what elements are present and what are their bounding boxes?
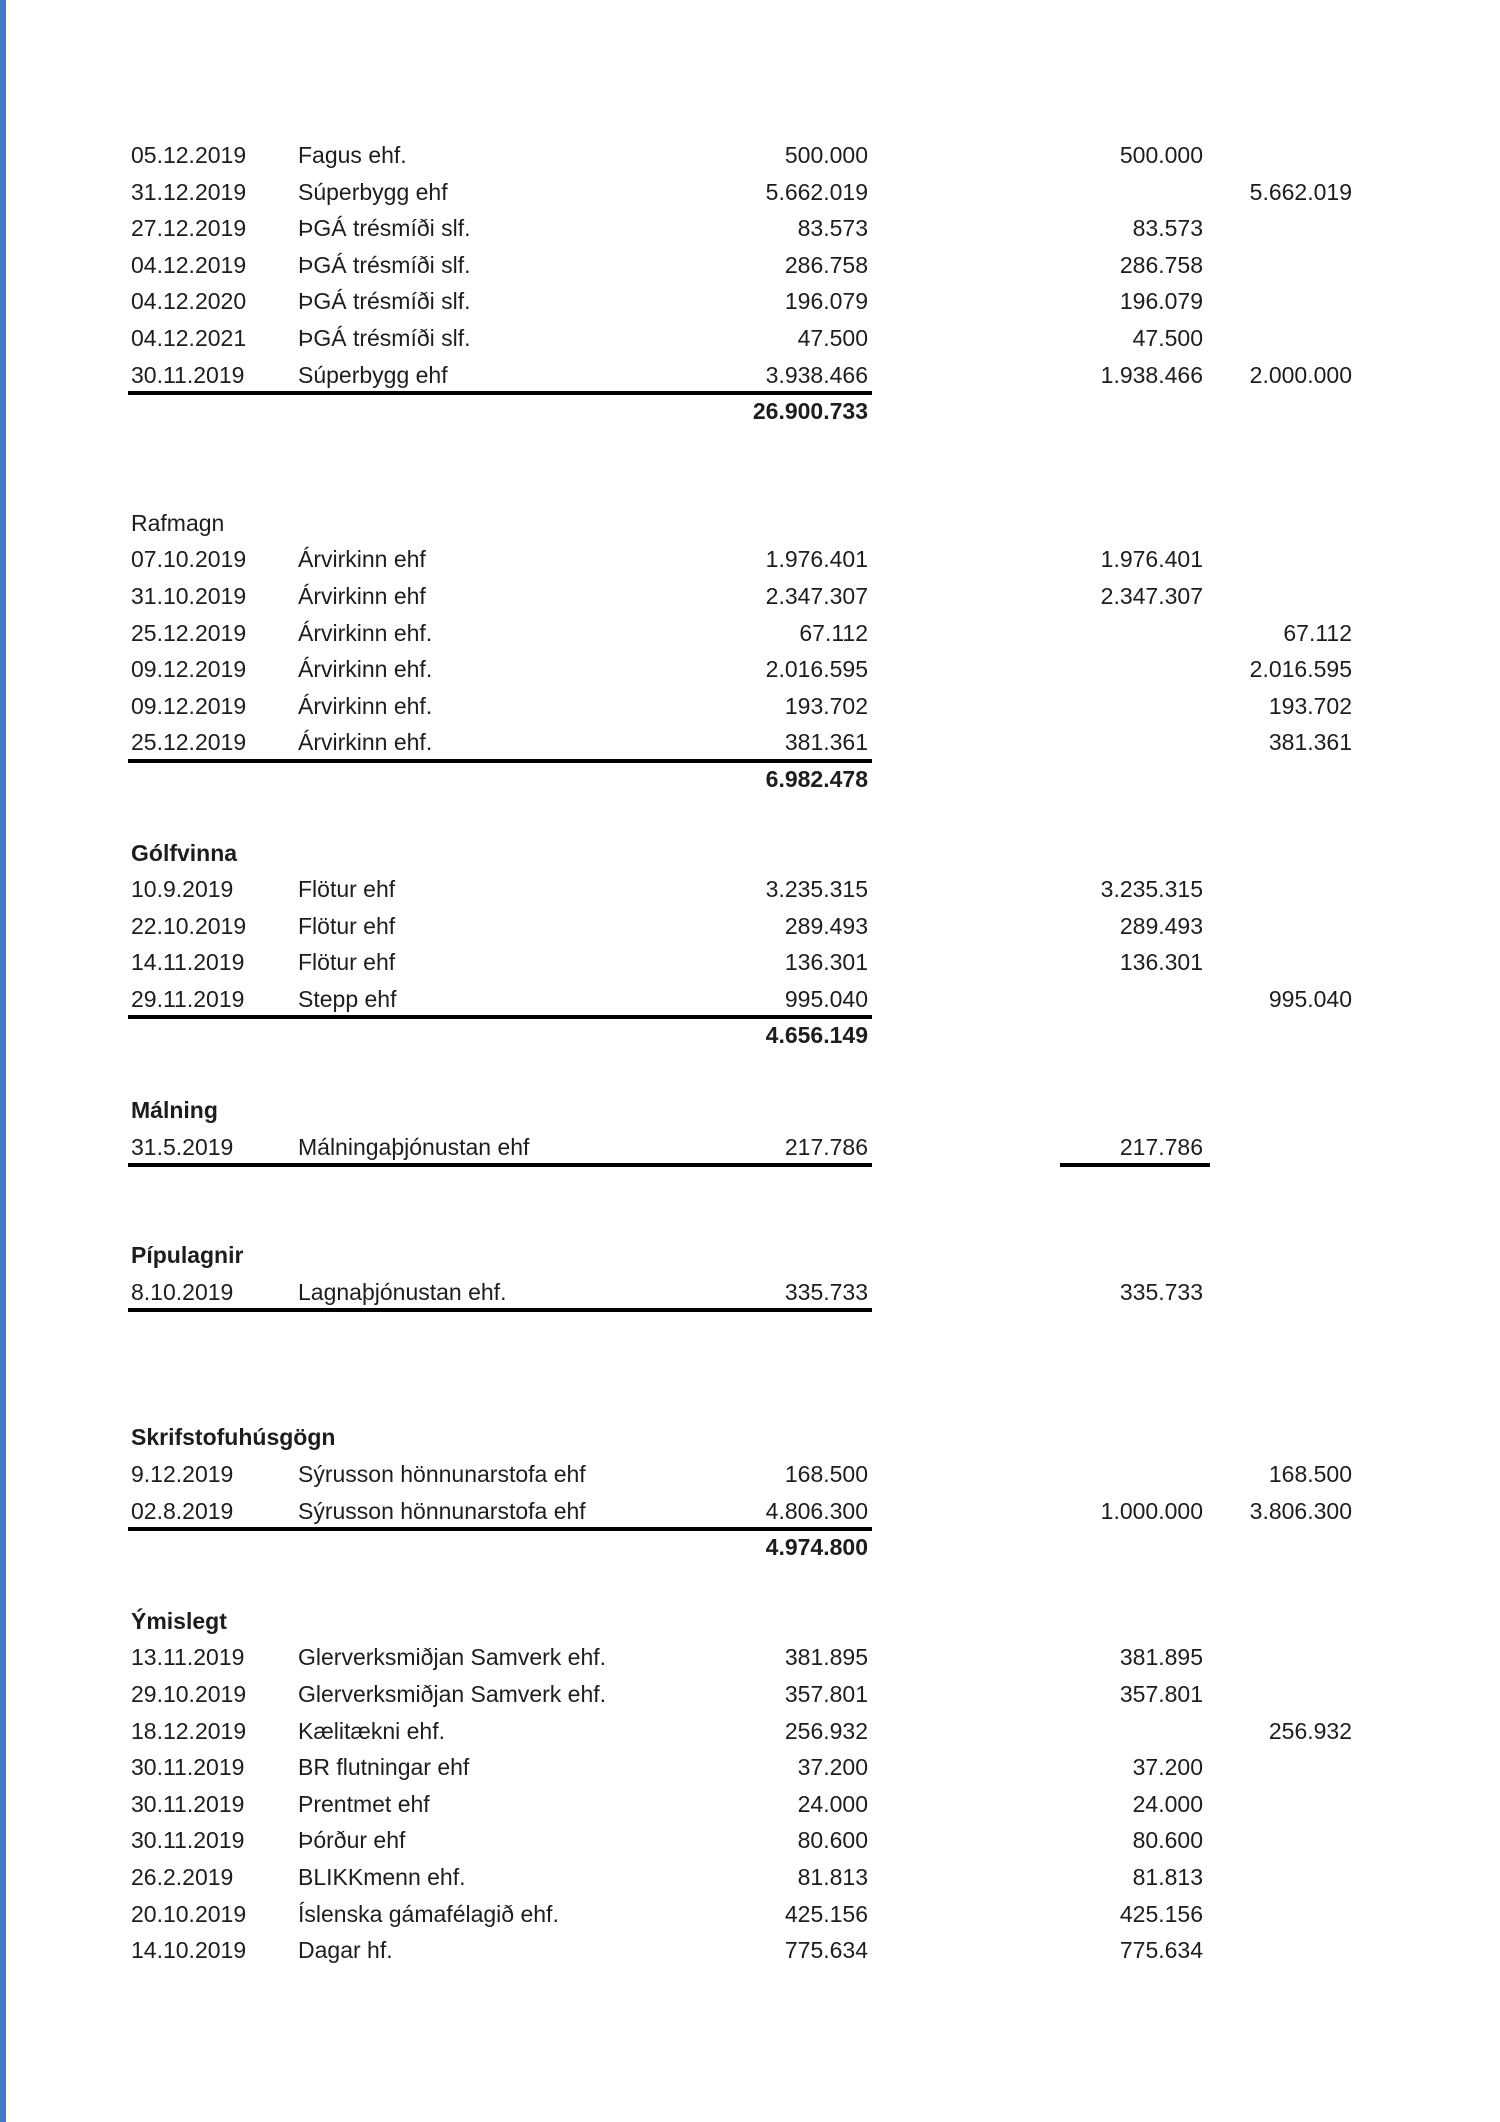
amount-cell: 47.500 — [797, 324, 868, 351]
amount-col2-cell: 196.079 — [1119, 288, 1203, 315]
vendor-cell: Árvirkinn ehf — [298, 582, 426, 609]
amount-col2-cell: 81.813 — [1132, 1863, 1203, 1890]
table-row — [0, 1749, 1500, 1786]
amount-cell: 67.112 — [799, 619, 868, 646]
amount-cell: 286.758 — [784, 251, 868, 278]
vendor-cell: Prentmet ehf — [298, 1790, 430, 1817]
table-row — [0, 283, 1500, 320]
amount-cell: 3.938.466 — [765, 361, 868, 388]
amount-cell: 83.573 — [797, 215, 868, 242]
amount-cell: 217.786 — [784, 1133, 868, 1160]
table-row — [0, 1786, 1500, 1823]
table-row — [0, 320, 1500, 357]
table-row — [0, 651, 1500, 688]
vendor-cell: Kælitækni ehf. — [298, 1717, 446, 1744]
date-cell: 8.10.2019 — [131, 1278, 234, 1305]
amount-col3-cell — [1130, 944, 1352, 981]
amount-col3-cell — [1130, 247, 1352, 284]
vendor-cell: Lagnaþjónustan ehf. — [298, 1278, 507, 1305]
total-row — [0, 1529, 1500, 1566]
amount-col2-cell: 24.000 — [1132, 1790, 1203, 1817]
total-row — [0, 393, 1500, 430]
amount-cell: 357.801 — [784, 1681, 868, 1707]
vendor-cell: Árvirkinn ehf — [298, 546, 426, 573]
amount-cell: 335.733 — [784, 1278, 868, 1305]
date-cell: 30.11.2019 — [131, 1827, 245, 1854]
date-cell: 30.11.2019 — [131, 1754, 245, 1781]
table-row — [0, 688, 1500, 725]
amount-cell: 500.000 — [784, 142, 868, 168]
amount-col3-cell — [1130, 1896, 1352, 1933]
table-row — [0, 1129, 1500, 1166]
amount-cell: 81.813 — [797, 1863, 868, 1890]
date-cell: 25.12.2019 — [131, 729, 247, 756]
date-cell: 29.11.2019 — [131, 985, 245, 1012]
amount-col2-cell: 47.500 — [1132, 324, 1203, 351]
amount-col2-cell: 1.000.000 — [1100, 1497, 1203, 1524]
table-row — [0, 174, 1500, 211]
vendor-cell: Sýrusson hönnunarstofa ehf — [298, 1461, 586, 1488]
section-title: Pípulagnir — [131, 1242, 244, 1269]
date-cell: 9.12.2019 — [131, 1461, 234, 1488]
amount-cell: 80.600 — [797, 1827, 868, 1854]
amount-cell: 381.895 — [784, 1644, 868, 1671]
total-row — [0, 761, 1500, 798]
vendor-cell: ÞGÁ trésmíði slf. — [298, 215, 471, 242]
vendor-cell: Fagus ehf. — [298, 142, 407, 168]
amount-col3-cell — [1130, 1786, 1352, 1823]
amount-col3-cell — [1130, 1822, 1352, 1859]
amount-col3-cell — [1130, 908, 1352, 945]
amount-cell: 136.301 — [784, 949, 868, 976]
amount-col2-cell: 136.301 — [1119, 949, 1203, 976]
date-cell: 04.12.2021 — [131, 324, 247, 351]
amount-cell: 193.702 — [784, 692, 868, 719]
ledger-section — [0, 835, 1500, 1055]
date-cell: 31.10.2019 — [131, 582, 247, 609]
amount-col3-cell — [1130, 578, 1352, 615]
table-row — [0, 210, 1500, 247]
date-cell: 26.2.2019 — [131, 1863, 234, 1890]
amount-col3-cell — [1130, 137, 1352, 174]
table-row — [0, 1713, 1500, 1750]
amount-col3-cell — [1130, 210, 1352, 247]
amount-col3-cell — [1130, 1129, 1352, 1166]
amount-col2-cell: 217.786 — [1119, 1133, 1203, 1160]
date-cell: 20.10.2019 — [131, 1900, 247, 1927]
amount-col3-cell — [1130, 1859, 1352, 1896]
amount-col3-cell: 168.500 — [1268, 1461, 1352, 1488]
amount-col2-cell: 335.733 — [1119, 1278, 1203, 1305]
amount-cell: 2.016.595 — [765, 656, 868, 683]
section-title: Skrifstofuhúsgögn — [131, 1424, 336, 1451]
amount-col3-cell: 995.040 — [1268, 985, 1352, 1012]
ledger-section — [0, 1419, 1500, 1565]
amount-cell: 4.806.300 — [765, 1497, 868, 1524]
amount-col3-cell: 2.000.000 — [1249, 361, 1352, 388]
table-row — [0, 1493, 1500, 1530]
amount-cell: 168.500 — [784, 1461, 868, 1488]
amount-col2-cell: 500.000 — [1119, 142, 1203, 168]
amount-col3-cell — [1130, 1274, 1352, 1311]
table-row — [0, 1676, 1500, 1713]
amount-col3-cell — [1130, 1932, 1352, 1969]
vendor-cell: ÞGÁ trésmíði slf. — [298, 288, 471, 315]
amount-col2-cell: 357.801 — [1119, 1681, 1203, 1707]
section-total: 4.656.149 — [765, 1022, 868, 1049]
table-row — [0, 137, 1500, 174]
table-row — [0, 724, 1500, 761]
amount-cell: 289.493 — [784, 912, 868, 939]
amount-col3-cell — [1130, 320, 1352, 357]
vendor-cell: ÞGÁ trésmíði slf. — [298, 324, 471, 351]
vendor-cell: Dagar hf. — [298, 1937, 393, 1964]
amount-cell: 196.079 — [784, 288, 868, 315]
vendor-cell: BLIKKmenn ehf. — [298, 1863, 466, 1890]
vendor-cell: Árvirkinn ehf. — [298, 656, 433, 683]
section-total: 6.982.478 — [765, 765, 868, 792]
amount-col2-cell: 775.634 — [1119, 1937, 1203, 1964]
col2-sum-rule — [1060, 1163, 1210, 1167]
date-cell: 27.12.2019 — [131, 215, 247, 242]
date-cell: 09.12.2019 — [131, 692, 247, 719]
amount-cell: 775.634 — [784, 1937, 868, 1964]
amount-col2-cell: 3.235.315 — [1100, 876, 1203, 903]
table-row — [0, 578, 1500, 615]
amount-cell: 381.361 — [784, 729, 868, 756]
amount-col2-cell: 37.200 — [1132, 1754, 1203, 1781]
amount-col3-cell — [1130, 541, 1352, 578]
amount-col3-cell: 256.932 — [1268, 1717, 1352, 1744]
table-row — [0, 1639, 1500, 1676]
date-cell: 14.11.2019 — [131, 949, 245, 976]
date-cell: 09.12.2019 — [131, 656, 247, 683]
amount-col3-cell: 193.702 — [1268, 692, 1352, 719]
section-title: Rafmagn — [131, 509, 225, 536]
date-cell: 05.12.2019 — [131, 142, 247, 168]
ledger-section — [0, 137, 1500, 430]
amount-col3-cell — [1130, 1676, 1352, 1713]
amount-cell: 5.662.019 — [765, 178, 868, 205]
vendor-cell: Þórður ehf — [298, 1827, 406, 1854]
vendor-cell: ÞGÁ trésmíði slf. — [298, 251, 471, 278]
table-row — [0, 615, 1500, 652]
ledger-section — [0, 1603, 1500, 1969]
date-cell: 18.12.2019 — [131, 1717, 247, 1744]
date-cell: 30.11.2019 — [131, 361, 245, 388]
date-cell: 31.12.2019 — [131, 178, 247, 205]
amount-col3-cell — [1130, 871, 1352, 908]
table-row — [0, 1456, 1500, 1493]
amount-col3-cell: 381.361 — [1268, 729, 1352, 756]
table-row — [0, 1274, 1500, 1311]
amount-col3-cell: 3.806.300 — [1249, 1497, 1352, 1524]
ledger-section — [0, 1092, 1500, 1165]
table-row — [0, 357, 1500, 394]
amount-col2-cell: 1.976.401 — [1100, 546, 1203, 573]
section-title: Ýmislegt — [131, 1607, 227, 1634]
vendor-cell: Flötur ehf — [298, 949, 396, 976]
amount-cell: 37.200 — [797, 1754, 868, 1781]
sum-rule — [128, 1308, 872, 1312]
amount-col3-cell — [1130, 283, 1352, 320]
amount-col2-cell: 1.938.466 — [1100, 361, 1203, 388]
table-row — [0, 1896, 1500, 1933]
amount-col3-cell: 67.112 — [1283, 619, 1352, 646]
date-cell: 02.8.2019 — [131, 1497, 234, 1524]
amount-col3-cell — [1130, 1639, 1352, 1676]
amount-col2-cell: 381.895 — [1119, 1644, 1203, 1671]
amount-col2-cell: 80.600 — [1132, 1827, 1203, 1854]
amount-col3-cell: 2.016.595 — [1249, 656, 1352, 683]
date-cell: 29.10.2019 — [131, 1681, 247, 1707]
vendor-cell: Málningaþjónustan ehf — [298, 1133, 530, 1160]
ledger-section — [0, 505, 1500, 798]
total-row — [0, 1017, 1500, 1054]
date-cell: 30.11.2019 — [131, 1790, 245, 1817]
date-cell: 04.12.2020 — [131, 288, 247, 315]
table-row — [0, 1822, 1500, 1859]
date-cell: 13.11.2019 — [131, 1644, 245, 1671]
table-row — [0, 908, 1500, 945]
section-total: 4.974.800 — [765, 1534, 868, 1561]
table-row — [0, 981, 1500, 1018]
amount-col3-cell — [1130, 1749, 1352, 1786]
section-title: Gólfvinna — [131, 839, 238, 866]
vendor-cell: Árvirkinn ehf. — [298, 729, 433, 756]
amount-cell: 2.347.307 — [765, 582, 868, 609]
vendor-cell: Árvirkinn ehf. — [298, 692, 433, 719]
table-row — [0, 944, 1500, 981]
vendor-cell: Súperbygg ehf — [298, 361, 448, 388]
amount-cell: 256.932 — [784, 1717, 868, 1744]
amount-col3-cell: 5.662.019 — [1249, 178, 1352, 205]
amount-col2-cell: 286.758 — [1119, 251, 1203, 278]
section-total: 26.900.733 — [752, 398, 868, 425]
amount-cell: 995.040 — [784, 985, 868, 1012]
amount-col2-cell: 2.347.307 — [1100, 582, 1203, 609]
vendor-cell: Glerverksmiðjan Samverk ehf. — [298, 1681, 607, 1707]
vendor-cell: Sýrusson hönnunarstofa ehf — [298, 1497, 586, 1524]
ledger-section — [0, 1237, 1500, 1310]
amount-cell: 24.000 — [797, 1790, 868, 1817]
amount-col2-cell: 425.156 — [1119, 1900, 1203, 1927]
table-row — [0, 871, 1500, 908]
date-cell: 10.9.2019 — [131, 876, 234, 903]
table-row — [0, 541, 1500, 578]
amount-col2-cell: 83.573 — [1132, 215, 1203, 242]
amount-cell: 1.976.401 — [765, 546, 868, 573]
date-cell: 07.10.2019 — [131, 546, 247, 573]
vendor-cell: Glerverksmiðjan Samverk ehf. — [298, 1644, 607, 1671]
table-row — [0, 1859, 1500, 1896]
vendor-cell: Súperbygg ehf — [298, 178, 448, 205]
date-cell: 31.5.2019 — [131, 1133, 234, 1160]
amount-col2-cell: 289.493 — [1119, 912, 1203, 939]
date-cell: 14.10.2019 — [131, 1937, 247, 1964]
amount-cell: 425.156 — [784, 1900, 868, 1927]
section-title: Málning — [131, 1097, 218, 1124]
table-row — [0, 1932, 1500, 1969]
sum-rule — [128, 1163, 872, 1167]
vendor-cell: BR flutningar ehf — [298, 1754, 470, 1781]
date-cell: 25.12.2019 — [131, 619, 247, 646]
amount-cell: 3.235.315 — [765, 876, 868, 903]
vendor-cell: Árvirkinn ehf. — [298, 619, 433, 646]
date-cell: 22.10.2019 — [131, 912, 247, 939]
vendor-cell: Stepp ehf — [298, 985, 397, 1012]
date-cell: 04.12.2019 — [131, 251, 247, 278]
vendor-cell: Íslenska gámafélagið ehf. — [298, 1900, 559, 1927]
vendor-cell: Flötur ehf — [298, 912, 396, 939]
vendor-cell: Flötur ehf — [298, 876, 396, 903]
table-row — [0, 247, 1500, 284]
